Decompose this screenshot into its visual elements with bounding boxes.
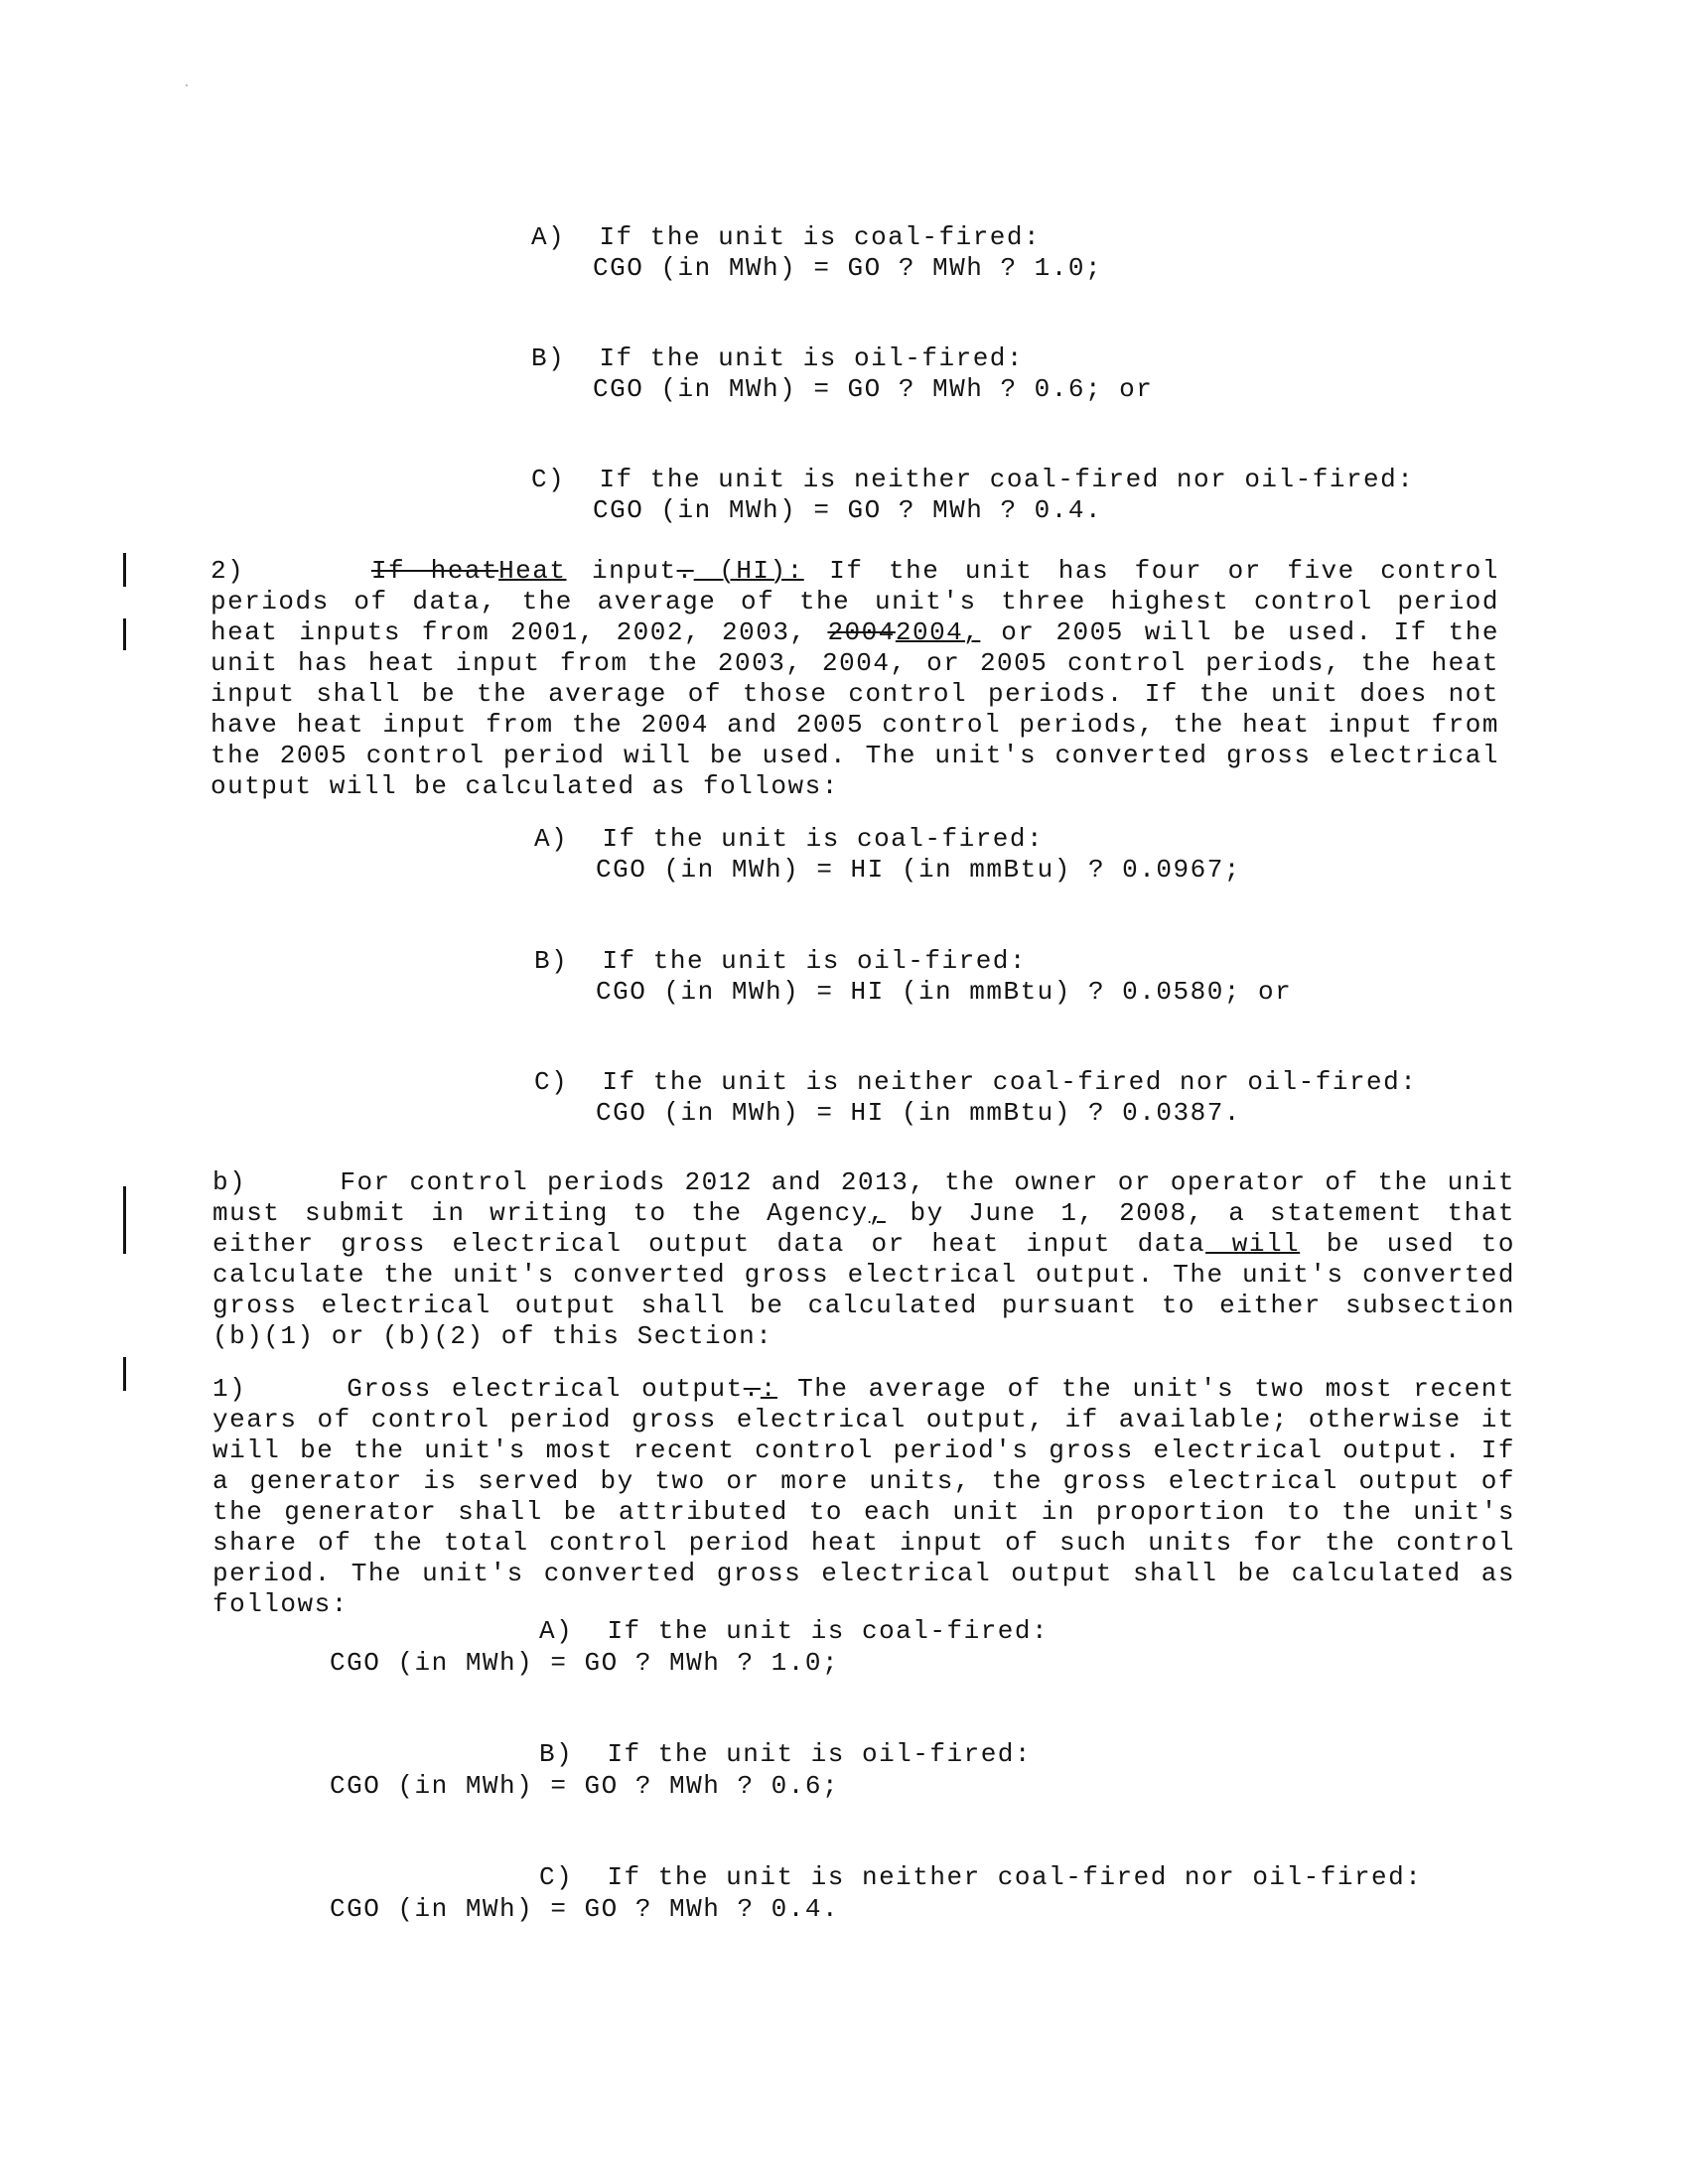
inserted-text: (HI): [693, 556, 804, 586]
formula-item-b [531, 343, 1153, 405]
item-formula: CGO (in MWh) = GO ? MWh ? 1.0; [593, 253, 1103, 283]
item-condition: If the unit is neither coal-fired nor oil-fired: [607, 1862, 1423, 1892]
inserted-text: Heat [498, 556, 567, 586]
item-condition: If the unit is coal-fired: [607, 1616, 1050, 1646]
item-formula: CGO (in MWh) = GO ? MWh ? 0.6; or [593, 374, 1154, 404]
deleted-text: 2004 [827, 617, 896, 647]
item-condition: If the unit is oil-fired: [599, 343, 1025, 373]
item-condition: If the unit is coal-fired: [602, 824, 1045, 854]
revision-bar [123, 618, 126, 650]
item-condition: If the unit is neither coal-fired nor oil-fired: [602, 1067, 1418, 1097]
formula-item-a [531, 222, 1102, 284]
inserted-text: 2004, [895, 617, 981, 647]
paragraph-gross-output: 1) Gross electrical output.: The average of the unit's two most recent years of control period gross electrical output, if available; otherwise it will be the unit's most recent control period's gross electrical output. If a generator is served by two or more units, the gross electrical output of the generator shall be attributed to each unit in proportion to the unit's share of the total control period heat input of such units for the control period. The unit's converted gross electrical output shall be calculated as follows: [212, 1374, 1516, 1619]
item-condition: If the unit is oil-fired: [607, 1739, 1033, 1769]
inserted-text: : [760, 1374, 777, 1404]
item-label: C) [531, 465, 566, 494]
formula-item-a [539, 1616, 1049, 1647]
formula-item-c [534, 1067, 1417, 1129]
item-label: B) [534, 946, 569, 976]
revision-bar [123, 1186, 126, 1254]
item-label: A) [534, 824, 569, 854]
item-formula: CGO (in MWh) = GO ? MWh ? 0.4. [330, 1894, 840, 1924]
deleted-text: If heat [370, 556, 499, 586]
item-condition: If the unit is oil-fired: [602, 946, 1028, 976]
item-formula: CGO (in MWh) = GO ? MWh ? 0.6; [330, 1771, 840, 1801]
item-formula: CGO (in MWh) = GO ? MWh ? 0.4. [593, 495, 1103, 525]
formula-item-c [539, 1862, 1422, 1893]
revision-bar [123, 553, 126, 587]
inserted-text: , [868, 1198, 886, 1228]
item-label: B) [531, 343, 566, 373]
item-label: C) [534, 1067, 569, 1097]
deleted-text: . [676, 556, 694, 586]
item-label: B) [539, 1739, 574, 1769]
item-label: A) [531, 222, 566, 252]
scan-speck [186, 84, 188, 86]
paragraph-heat-input: 2) If heatHeat input. (HI): If the unit has four or five control periods of data, the average of the unit's three highest control period heat inputs from 2001, 2002, 2003, 20042004, or 2005 will be used. If the unit has heat input from the 2003, 2004, or 2005 control periods, the heat input shall be the average of those control periods. If the unit does not have heat input from the 2004 and 2005 control periods, the heat input from the 2005 control period will be used. The unit's converted gross electrical output will be calculated as follows: [210, 556, 1500, 801]
formula-item-b [534, 946, 1292, 1008]
item-condition: If the unit is coal-fired: [599, 222, 1042, 252]
deleted-text: . [743, 1374, 761, 1404]
item-label: C) [539, 1862, 574, 1892]
inserted-text: will [1205, 1229, 1301, 1259]
paragraph-number: 1) [212, 1374, 247, 1404]
formula-item-c [531, 465, 1414, 526]
paragraph-subsection-b: b) For control periods 2012 and 2013, the owner or operator of the unit must submit in writing to the Agency, by June 1, 2008, a statement that either gross electrical output data or heat input data will be used to calculate the unit's converted gross electrical output. The unit's converted gross electrical output shall be calculated pursuant to either subsection (b)(1) or (b)(2) of this Section: [212, 1167, 1515, 1351]
revision-bar [123, 1357, 126, 1391]
item-formula: CGO (in MWh) = HI (in mmBtu) ? 0.0580; or [596, 977, 1293, 1007]
formula-item-a [534, 824, 1241, 886]
paragraph-number: b) [212, 1167, 247, 1197]
item-formula: CGO (in MWh) = HI (in mmBtu) ? 0.0967; [596, 855, 1241, 885]
item-label: A) [539, 1616, 574, 1646]
item-condition: If the unit is neither coal-fired nor oil-fired: [599, 465, 1415, 494]
item-formula: CGO (in MWh) = HI (in mmBtu) ? 0.0387. [596, 1098, 1241, 1128]
paragraph-number: 2) [210, 556, 245, 586]
item-formula: CGO (in MWh) = GO ? MWh ? 1.0; [330, 1648, 840, 1678]
formula-item-b [539, 1739, 1032, 1770]
